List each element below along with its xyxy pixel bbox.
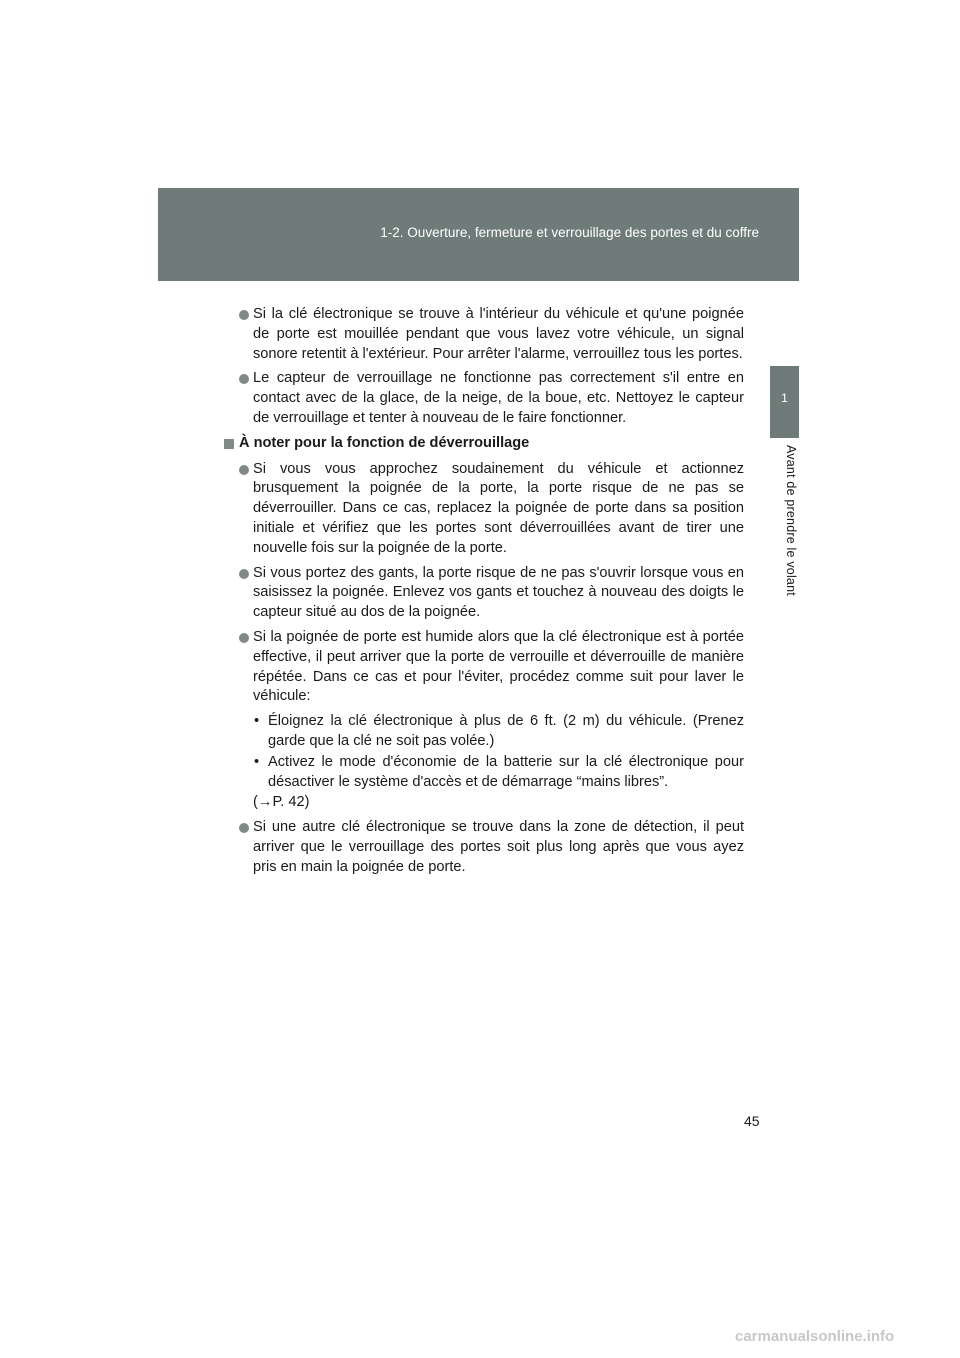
- chapter-tab: [770, 366, 799, 438]
- bullet-text: Le capteur de verrouillage ne fonctionne pas correctement s'il entre en contact avec de la glace, de la neige, de la boue, etc. Nettoyez le capteur de verrouillage et tenter à nouveau de le faire fonctionner.: [253, 370, 744, 426]
- sub-bullet-mark: •: [254, 753, 260, 770]
- chapter-number: 1: [781, 391, 788, 405]
- sub-item: [224, 712, 744, 752]
- bullet-item: [224, 628, 744, 707]
- sub-item-text: Activez le mode d'économie de la batterie sur la clé électronique pour désactiver le système d'accès et de démarrage “mains libres”.: [268, 753, 744, 790]
- section-heading-text: À noter pour la fonction de déverrouillage: [239, 434, 530, 451]
- sub-item-text: Éloignez la clé électronique à plus de 6 ft. (2 m) du véhicule. (Prenez garde que la clé ne soit pas volée.): [268, 713, 744, 749]
- bullet-dot-icon: [239, 465, 249, 475]
- sub-bullet-mark: •: [254, 713, 260, 730]
- bullet-item: [224, 564, 744, 623]
- bullet-text: Si une autre clé électronique se trouve dans la zone de détection, il peut arriver que le verrouillage des portes soit plus long après que vous ayez pris en main la poignée de porte.: [253, 819, 744, 875]
- bullet-dot-icon: [239, 823, 249, 833]
- bullet-text: Si vous portez des gants, la porte risque de ne pas s'ouvrir lorsque vous en saisissez la poignée. Enlevez vos gants et touchez à nouveau des doigts le capteur situé au dos de la poignée.: [253, 564, 744, 621]
- bullet-dot-icon: [239, 310, 249, 320]
- bullet-item: [224, 369, 744, 428]
- watermark: carmanualsonline.info: [735, 1328, 895, 1345]
- bullet-item: [224, 305, 744, 364]
- bullet-text: Si la clé électronique se trouve à l'intérieur du véhicule et qu'une poignée de porte est mouillée pendant que vous lavez votre véhicule, un signal sonore retentit à l'extérieur. Pour arrêter l'alarme, verrouillez tous les portes.: [253, 306, 744, 362]
- page-content: [224, 305, 744, 883]
- bullet-text: Si la poignée de porte est humide alors que la clé électronique est à portée effective, il peut arriver que la porte de verrouille et déverrouille de manière répétée. Dans ce cas et pour l'éviter, procédez comme suit pour laver le véhicule:: [253, 628, 744, 705]
- bullet-dot-icon: [239, 569, 249, 579]
- bullet-item: [224, 460, 744, 559]
- chapter-label: Avant de prendre le volant: [784, 445, 798, 596]
- chapter-header: [158, 188, 799, 281]
- header-title: 1-2. Ouverture, fermeture et verrouillage des portes et du coffre: [380, 225, 759, 240]
- sub-item: [224, 753, 744, 793]
- page-reference[interactable]: (→P. 42): [253, 794, 310, 811]
- section-square-icon: [224, 439, 234, 449]
- section-heading: [224, 434, 744, 454]
- page-number: 45: [744, 1113, 760, 1129]
- bullet-item: [224, 818, 744, 877]
- bullet-dot-icon: [239, 374, 249, 384]
- bullet-dot-icon: [239, 633, 249, 643]
- bullet-text: Si vous vous approchez soudainement du véhicule et actionnez brusquement la poignée de la porte, la porte risque de ne pas se déverrouiller. Dans ce cas, replacez la poignée de porte dans sa position initiale et vérifiez que les portes sont déverrouillées avant de tirer une nouvelle fois sur la poignée de la porte.: [253, 460, 744, 556]
